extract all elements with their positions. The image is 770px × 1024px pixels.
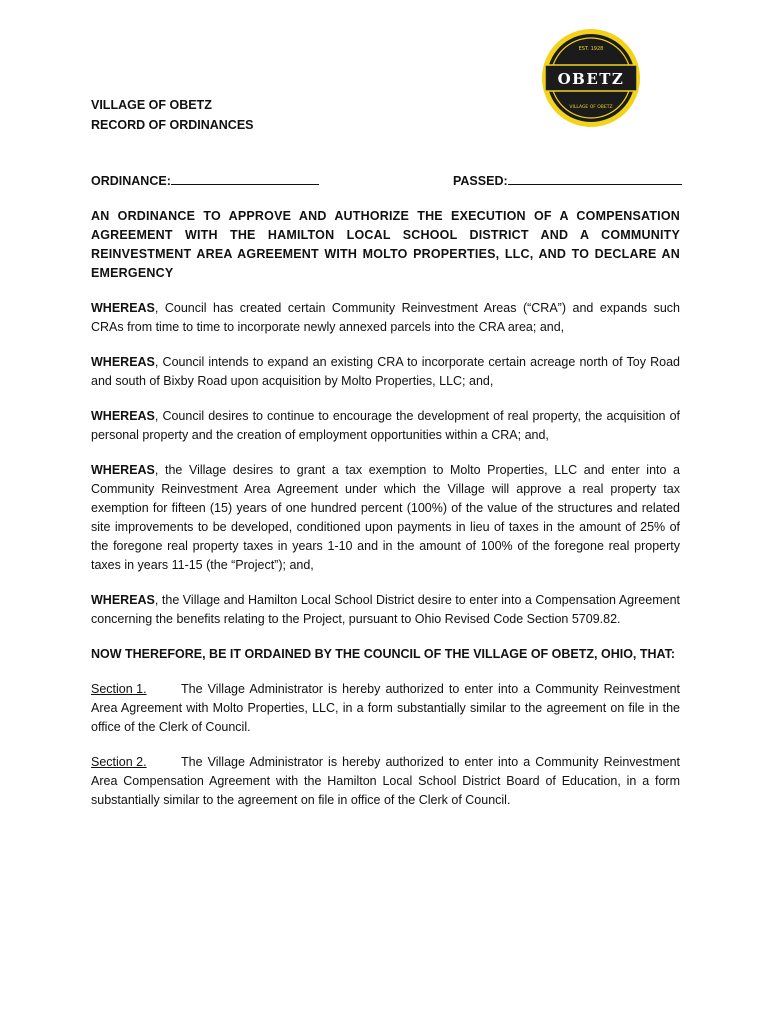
whereas-paragraph bbox=[91, 461, 680, 575]
whereas-lead: WHEREAS bbox=[91, 593, 155, 607]
ordinance-blank bbox=[171, 171, 319, 185]
whereas-lead: WHEREAS bbox=[91, 463, 155, 477]
whereas-lead: WHEREAS bbox=[91, 301, 155, 315]
whereas-text: , the Village and Hamilton Local School District desire to enter into a Compensation Agreement concerning the benefits relating to the Project, pursuant to Ohio Revised Code Section 5709.82. bbox=[91, 593, 680, 626]
whereas-text: , Council has created certain Community Reinvestment Areas (“CRA”) and expands such CRAs from time to time to incorporate newly annexed parcels into the CRA area; and, bbox=[91, 301, 680, 334]
header-record: RECORD OF ORDINANCES bbox=[91, 118, 254, 132]
document-body bbox=[91, 207, 680, 826]
section-label: Section 2. bbox=[91, 755, 147, 769]
whereas-lead: WHEREAS bbox=[91, 355, 155, 369]
whereas-text: , Council desires to continue to encourage the development of real property, the acquisition of personal property and the creation of employment opportunities within a CRA; and, bbox=[91, 409, 680, 442]
whereas-paragraph bbox=[91, 591, 680, 629]
svg-text:VILLAGE OF OBETZ: VILLAGE OF OBETZ bbox=[569, 105, 613, 110]
whereas-paragraph bbox=[91, 353, 680, 391]
now-therefore-clause: NOW THEREFORE, BE IT ORDAINED BY THE COUNCIL OF THE VILLAGE OF OBETZ, OHIO, THAT: bbox=[91, 647, 676, 661]
ordinance-label: ORDINANCE: bbox=[91, 174, 171, 188]
section-paragraph bbox=[91, 680, 680, 737]
section-text: The Village Administrator is hereby authorized to enter into a Community Reinvestment Area Compensation Agreement with the Hamilton Local School District Board of Education, in a form substantially similar to the agreement on file in office of the Clerk of Council. bbox=[91, 755, 680, 807]
document-header bbox=[91, 95, 254, 135]
whereas-lead: WHEREAS bbox=[91, 409, 155, 423]
ordinance-title: AN ORDINANCE TO APPROVE AND AUTHORIZE THE EXECUTION OF A COMPENSATION AGREEMENT WITH THE HAMILTON LOCAL SCHOOL DISTRICT AND A COMMUNITY REINVESTMENT AREA AGREEMENT WITH MOLTO PROPERTIES, LLC, AND TO DECLARE AN EMERGENCY bbox=[91, 209, 680, 280]
ordinance-field bbox=[91, 171, 319, 188]
header-village: VILLAGE OF OBETZ bbox=[91, 98, 212, 112]
whereas-paragraph bbox=[91, 299, 680, 337]
passed-label: PASSED: bbox=[453, 174, 508, 188]
section-text: The Village Administrator is hereby authorized to enter into a Community Reinvestment Area Agreement with Molto Properties, LLC, in a form substantially similar to the agreement on file in the office of the Clerk of Council. bbox=[91, 682, 680, 734]
passed-field bbox=[453, 171, 682, 188]
svg-text:OBETZ: OBETZ bbox=[557, 70, 625, 88]
section-paragraph bbox=[91, 753, 680, 810]
whereas-paragraph bbox=[91, 407, 680, 445]
obetz-seal-logo bbox=[541, 28, 641, 128]
passed-blank bbox=[508, 171, 682, 185]
svg-text:EST. 1928: EST. 1928 bbox=[578, 46, 604, 52]
section-label: Section 1. bbox=[91, 682, 147, 696]
whereas-text: , Council intends to expand an existing CRA to incorporate certain acreage north of Toy Road and south of Bixby Road upon acquisition by Molto Properties, LLC; and, bbox=[91, 355, 680, 388]
whereas-text: , the Village desires to grant a tax exemption to Molto Properties, LLC and enter into a Community Reinvestment Area Agreement under which the Village will approve a real property tax exemption for fifteen (15) years of one hundred percent (100%) of the value of the structures and related site improvements to be developed, conditioned upon payments in lieu of taxes in the amount of 25% of the foregone real property taxes in years 1-10 and in the amount of 100% of the foregone real property taxes in years 11-15 (the “Project”); and, bbox=[91, 463, 680, 572]
